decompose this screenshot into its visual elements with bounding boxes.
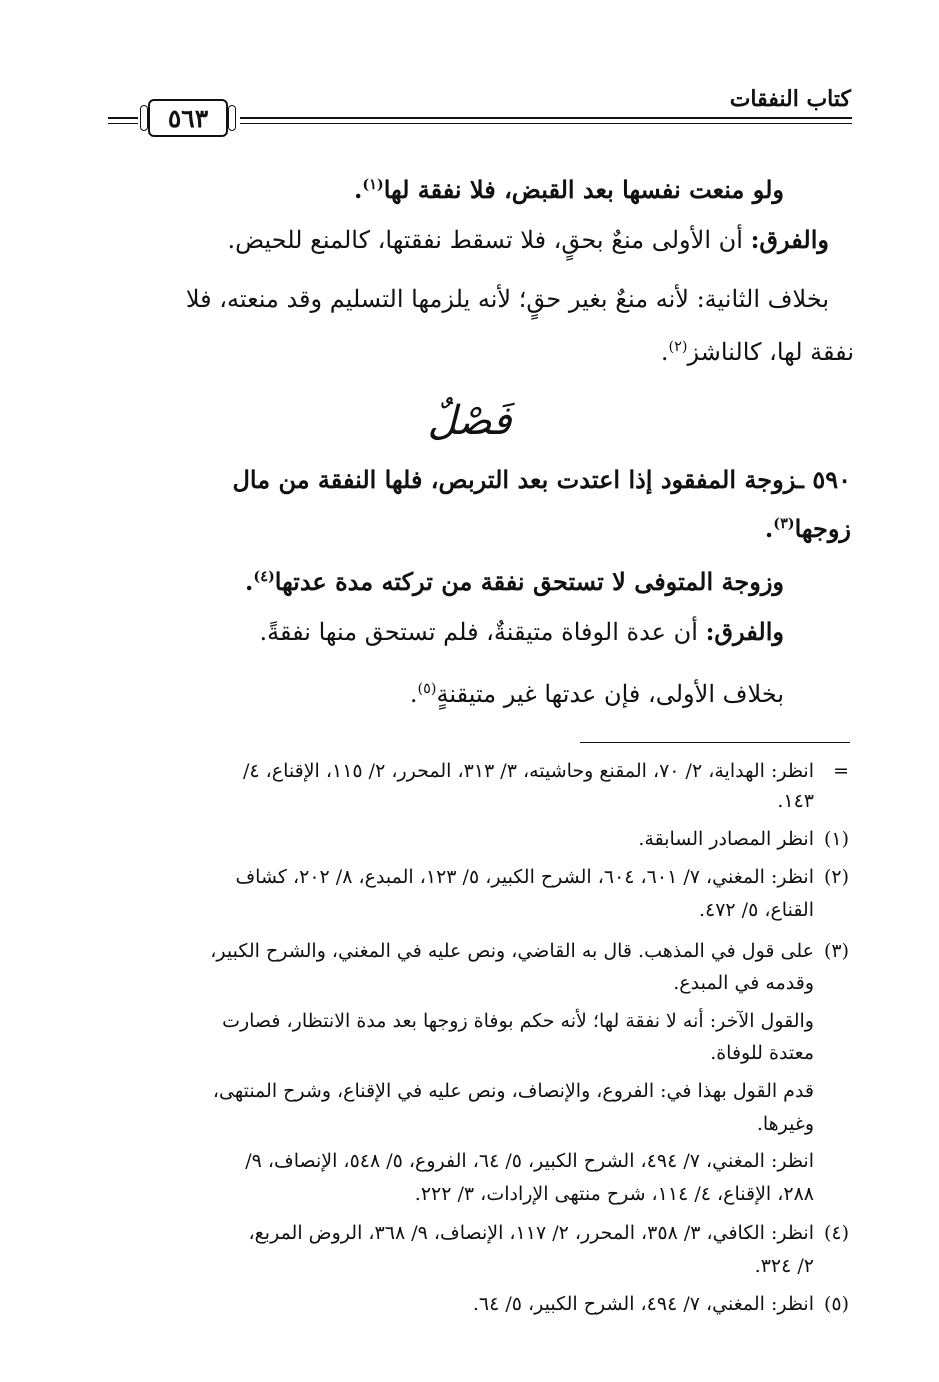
paragraph-7-text: بخلاف الأولى، فإن عدتها غير متيقنةٍ: [436, 680, 784, 708]
paragraph-6-text: أن عدة الوفاة متيقنةٌ، فلم تستحق منها نفقةً.: [259, 618, 706, 646]
paragraph-5: وزوجة المتوفى لا تستحق نفقة من تركته مدة عدتها$^{(٤)}$.: [245, 567, 784, 596]
footnote-3-line-5: قدم القول بهذا في: الفروع، والإنصاف، ونص عليه في الإقناع، وشرح المنتهى،: [212, 1080, 814, 1102]
header-rule-left-2: [108, 123, 138, 124]
issue-590-text: زوجها: [794, 514, 851, 543]
footnote-3-line-3: والقول الآخر: أنه لا نفقة لها؛ لأنه حكم بوفاة زوجها بعد مدة الانتظار، فصارت: [222, 1010, 814, 1032]
paragraph-1: ولو منعت نفسها بعد القبض، فلا نفقة لها$^{(١)}$.: [353, 175, 784, 204]
difference-label-2: والفرق:: [705, 617, 784, 646]
footnote-5-number: (٥): [823, 1293, 849, 1315]
difference-label: والفرق:: [750, 225, 829, 254]
footnote-1-text: انظر المصادر السابقة.: [638, 828, 814, 850]
footnote-ref-1: (١): [362, 176, 384, 193]
paragraph-6: [260, 615, 785, 649]
page-number: ٥٦٣: [148, 99, 228, 137]
footnote-4-number: (٤): [823, 1222, 849, 1244]
footnote-5-text: انظر: المغني، ٧/ ٤٩٤، الشرح الكبير، ٥/ ٦٤.: [472, 1293, 814, 1315]
footnote-3-line-2: وقدمه في المبدع.: [673, 972, 814, 994]
issue-590-line-2: زوجها$^{(٣)}$.: [764, 514, 851, 543]
paragraph-3-line-1: بخلاف الثانية: لأنه منعٌ بغير حقٍ؛ لأنه يلزمها التسليم وقد منعته، فلا: [185, 285, 829, 313]
paragraph-5-text: وزوجة المتوفى لا تستحق نفقة من تركته مدة عدتها: [274, 567, 784, 596]
footnote-2-number: (٢): [823, 866, 849, 888]
footnote-ref-5: (٥): [417, 681, 437, 697]
footnote-3-line-4: معتدة للوفاة.: [710, 1042, 814, 1064]
paragraph-7: بخلاف الأولى، فإن عدتها غير متيقنةٍ$^{(٥)}$.: [409, 680, 784, 708]
header-rule-right: [240, 117, 852, 119]
footnote-ref-2: (٢): [668, 339, 688, 355]
running-header-title: كتاب النفقات: [729, 86, 851, 112]
issue-590-line-1: ٥٩٠ ـزوجة المفقود إذا اعتدت بعد التربص، فلها النفقة من مال: [232, 465, 851, 494]
footnote-ref-4: (٤): [253, 568, 275, 585]
footnote-2-line-2: القناع، ٥/ ٤٧٢.: [698, 899, 814, 921]
footnote-3-line-1: على قول في المذهب. قال به القاضي، ونص عليه في المغني، والشرح الكبير،: [210, 940, 814, 962]
footnote-3-line-6: وغيرها.: [756, 1113, 814, 1135]
footnote-continuation-line-2: ١٤٣.: [777, 790, 814, 812]
footnote-4-line-1: انظر: الكافي، ٣/ ٣٥٨، المحرر، ٢/ ١١٧، الإنصاف، ٩/ ٣٦٨، الروض المربع،: [248, 1222, 814, 1244]
footnote-2-line-1: انظر: المغني، ٧/ ٦٠١، ٦٠٤، الشرح الكبير، ٥/ ١٢٣، المبدع، ٨/ ٢٠٢، كشاف: [235, 866, 814, 888]
footnote-continuation-mark: =: [833, 760, 849, 782]
paragraph-2: [227, 223, 829, 257]
footnote-3-line-7: انظر: المغني، ٧/ ٤٩٤، الشرح الكبير، ٥/ ٦٤، الفروع، ٥/ ٥٤٨، الإنصاف، ٩/: [245, 1150, 814, 1172]
footnote-ref-3: (٣): [773, 515, 795, 532]
header-rule-left: [108, 117, 138, 119]
footnote-4-line-2: ٢/ ٣٢٤.: [754, 1255, 814, 1277]
section-heading: فَصْلٌ: [427, 398, 512, 444]
footnote-1-number: (١): [823, 828, 849, 850]
paragraph-1-text: ولو منعت نفسها بعد القبض، فلا نفقة لها: [383, 175, 784, 204]
header-rule-right-2: [240, 123, 852, 124]
footnote-continuation-line-1: انظر: الهداية، ٢/ ٧٠، المقنع وحاشيته، ٣/ ٣١٣، المحرر، ٢/ ١١٥، الإقناع، ٤/: [242, 760, 814, 782]
paragraph-3-text: نفقة لها، كالناشز: [687, 338, 854, 366]
footnote-3-number: (٣): [823, 940, 849, 962]
paragraph-3-line-2: نفقة لها، كالناشز$^{(٢)}$.: [660, 338, 854, 366]
footnote-3-line-8: ٢٨٨، الإقناع، ٤/ ١١٤، شرح منتهى الإرادات، ٣/ ٢٢٢.: [414, 1183, 814, 1205]
paragraph-2-text: أن الأولى منعٌ بحقٍ، فلا تسقط نفقتها، كالمنع للحيض.: [227, 226, 751, 254]
footnote-separator: [580, 742, 850, 743]
